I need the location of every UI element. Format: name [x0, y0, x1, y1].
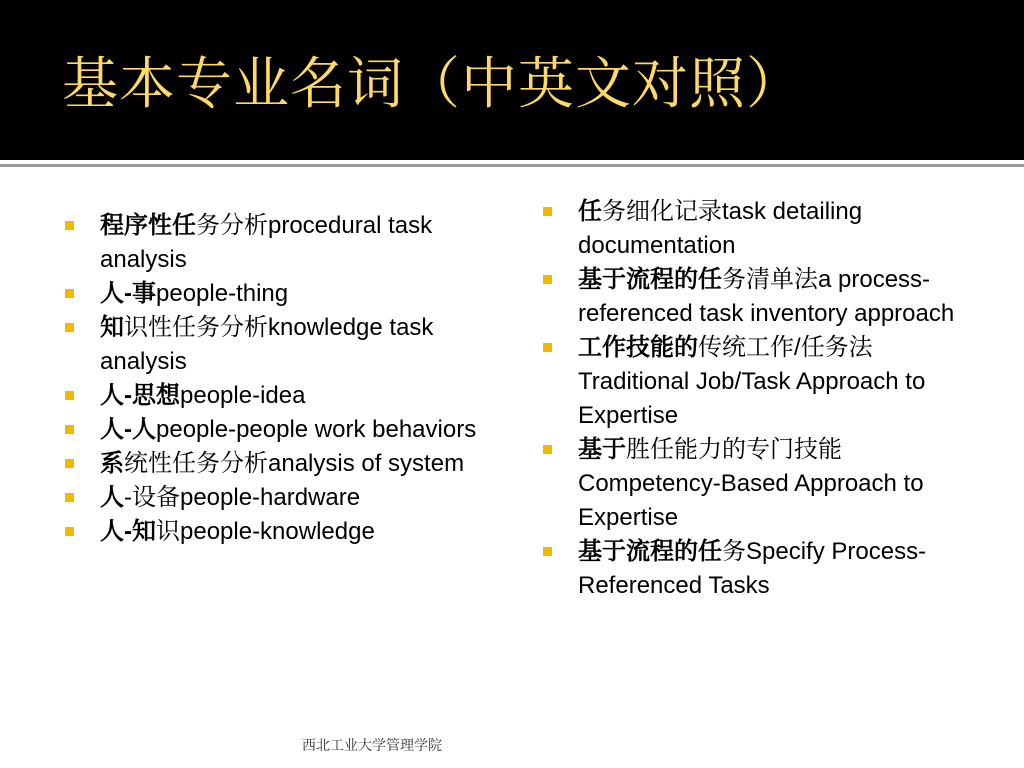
term-text: people-people work behaviors: [156, 416, 477, 443]
term-text: 识性任务分析knowledge task analysis: [100, 314, 434, 375]
list-item: [62, 413, 492, 447]
list-item: [62, 515, 492, 549]
list-item: [62, 481, 492, 515]
term-bold-text: 任: [578, 198, 602, 225]
term-bold-text: 人-人: [100, 416, 156, 443]
term-text: 务清单法a process-referenced task inventory approach: [578, 266, 955, 327]
term-text: 识people-knowledge: [156, 518, 375, 545]
term-bold-text: 人-事: [100, 280, 156, 307]
list-item: [540, 263, 985, 331]
list-item: [62, 209, 492, 277]
list-item: [62, 379, 492, 413]
term-text: 统性任务分析analysis of system: [124, 450, 465, 477]
term-bold-text: 工作技能的: [578, 334, 698, 361]
square-bullet-icon: [543, 207, 552, 216]
square-bullet-icon: [65, 425, 74, 434]
term-text: people-idea: [180, 382, 306, 409]
term-text: 务分析procedural task analysis: [100, 212, 433, 273]
list-item: [62, 447, 492, 481]
term-text: -设备people-hardware: [124, 484, 361, 511]
term-text: people-thing: [156, 280, 289, 307]
term-bold-text: 知: [100, 314, 124, 341]
square-bullet-icon: [65, 221, 74, 230]
list-item: [540, 195, 985, 263]
square-bullet-icon: [65, 459, 74, 468]
slide-footer: 西北工业大学管理学院: [302, 738, 442, 754]
square-bullet-icon: [65, 323, 74, 332]
term-bold-text: 基于流程的任: [578, 266, 722, 293]
title-divider: [0, 164, 1024, 167]
term-text: 务Specify Process-Referenced Tasks: [578, 538, 927, 599]
term-text: 胜任能力的专门技能 Competency-Based Approach to Expertise: [578, 436, 924, 531]
term-bold-text: 程序性任: [100, 212, 196, 239]
term-bold-text: 系: [100, 450, 124, 477]
square-bullet-icon: [543, 343, 552, 352]
slide-title: 基本专业名词（中英文对照）: [62, 52, 803, 117]
term-text: 务细化记录task detailing documentation: [578, 198, 863, 259]
square-bullet-icon: [543, 445, 552, 454]
term-bold-text: 人: [100, 484, 124, 511]
list-item: [540, 331, 985, 433]
square-bullet-icon: [543, 547, 552, 556]
list-item: [540, 535, 985, 603]
right-term-list: [540, 195, 985, 603]
term-text: 传统工作/任务法 Traditional Job/Task Approach to Expertise: [578, 334, 926, 429]
square-bullet-icon: [65, 493, 74, 502]
square-bullet-icon: [543, 275, 552, 284]
square-bullet-icon: [65, 527, 74, 536]
term-bold-text: 基于流程的任: [578, 538, 722, 565]
term-bold-text: 基于: [578, 436, 626, 463]
list-item: [62, 311, 492, 379]
term-bold-text: 人-知: [100, 518, 156, 545]
square-bullet-icon: [65, 391, 74, 400]
left-term-list: [62, 209, 492, 549]
title-bar: [0, 0, 1024, 160]
term-bold-text: 人-思想: [100, 382, 180, 409]
square-bullet-icon: [65, 289, 74, 298]
list-item: [62, 277, 492, 311]
list-item: [540, 433, 985, 535]
